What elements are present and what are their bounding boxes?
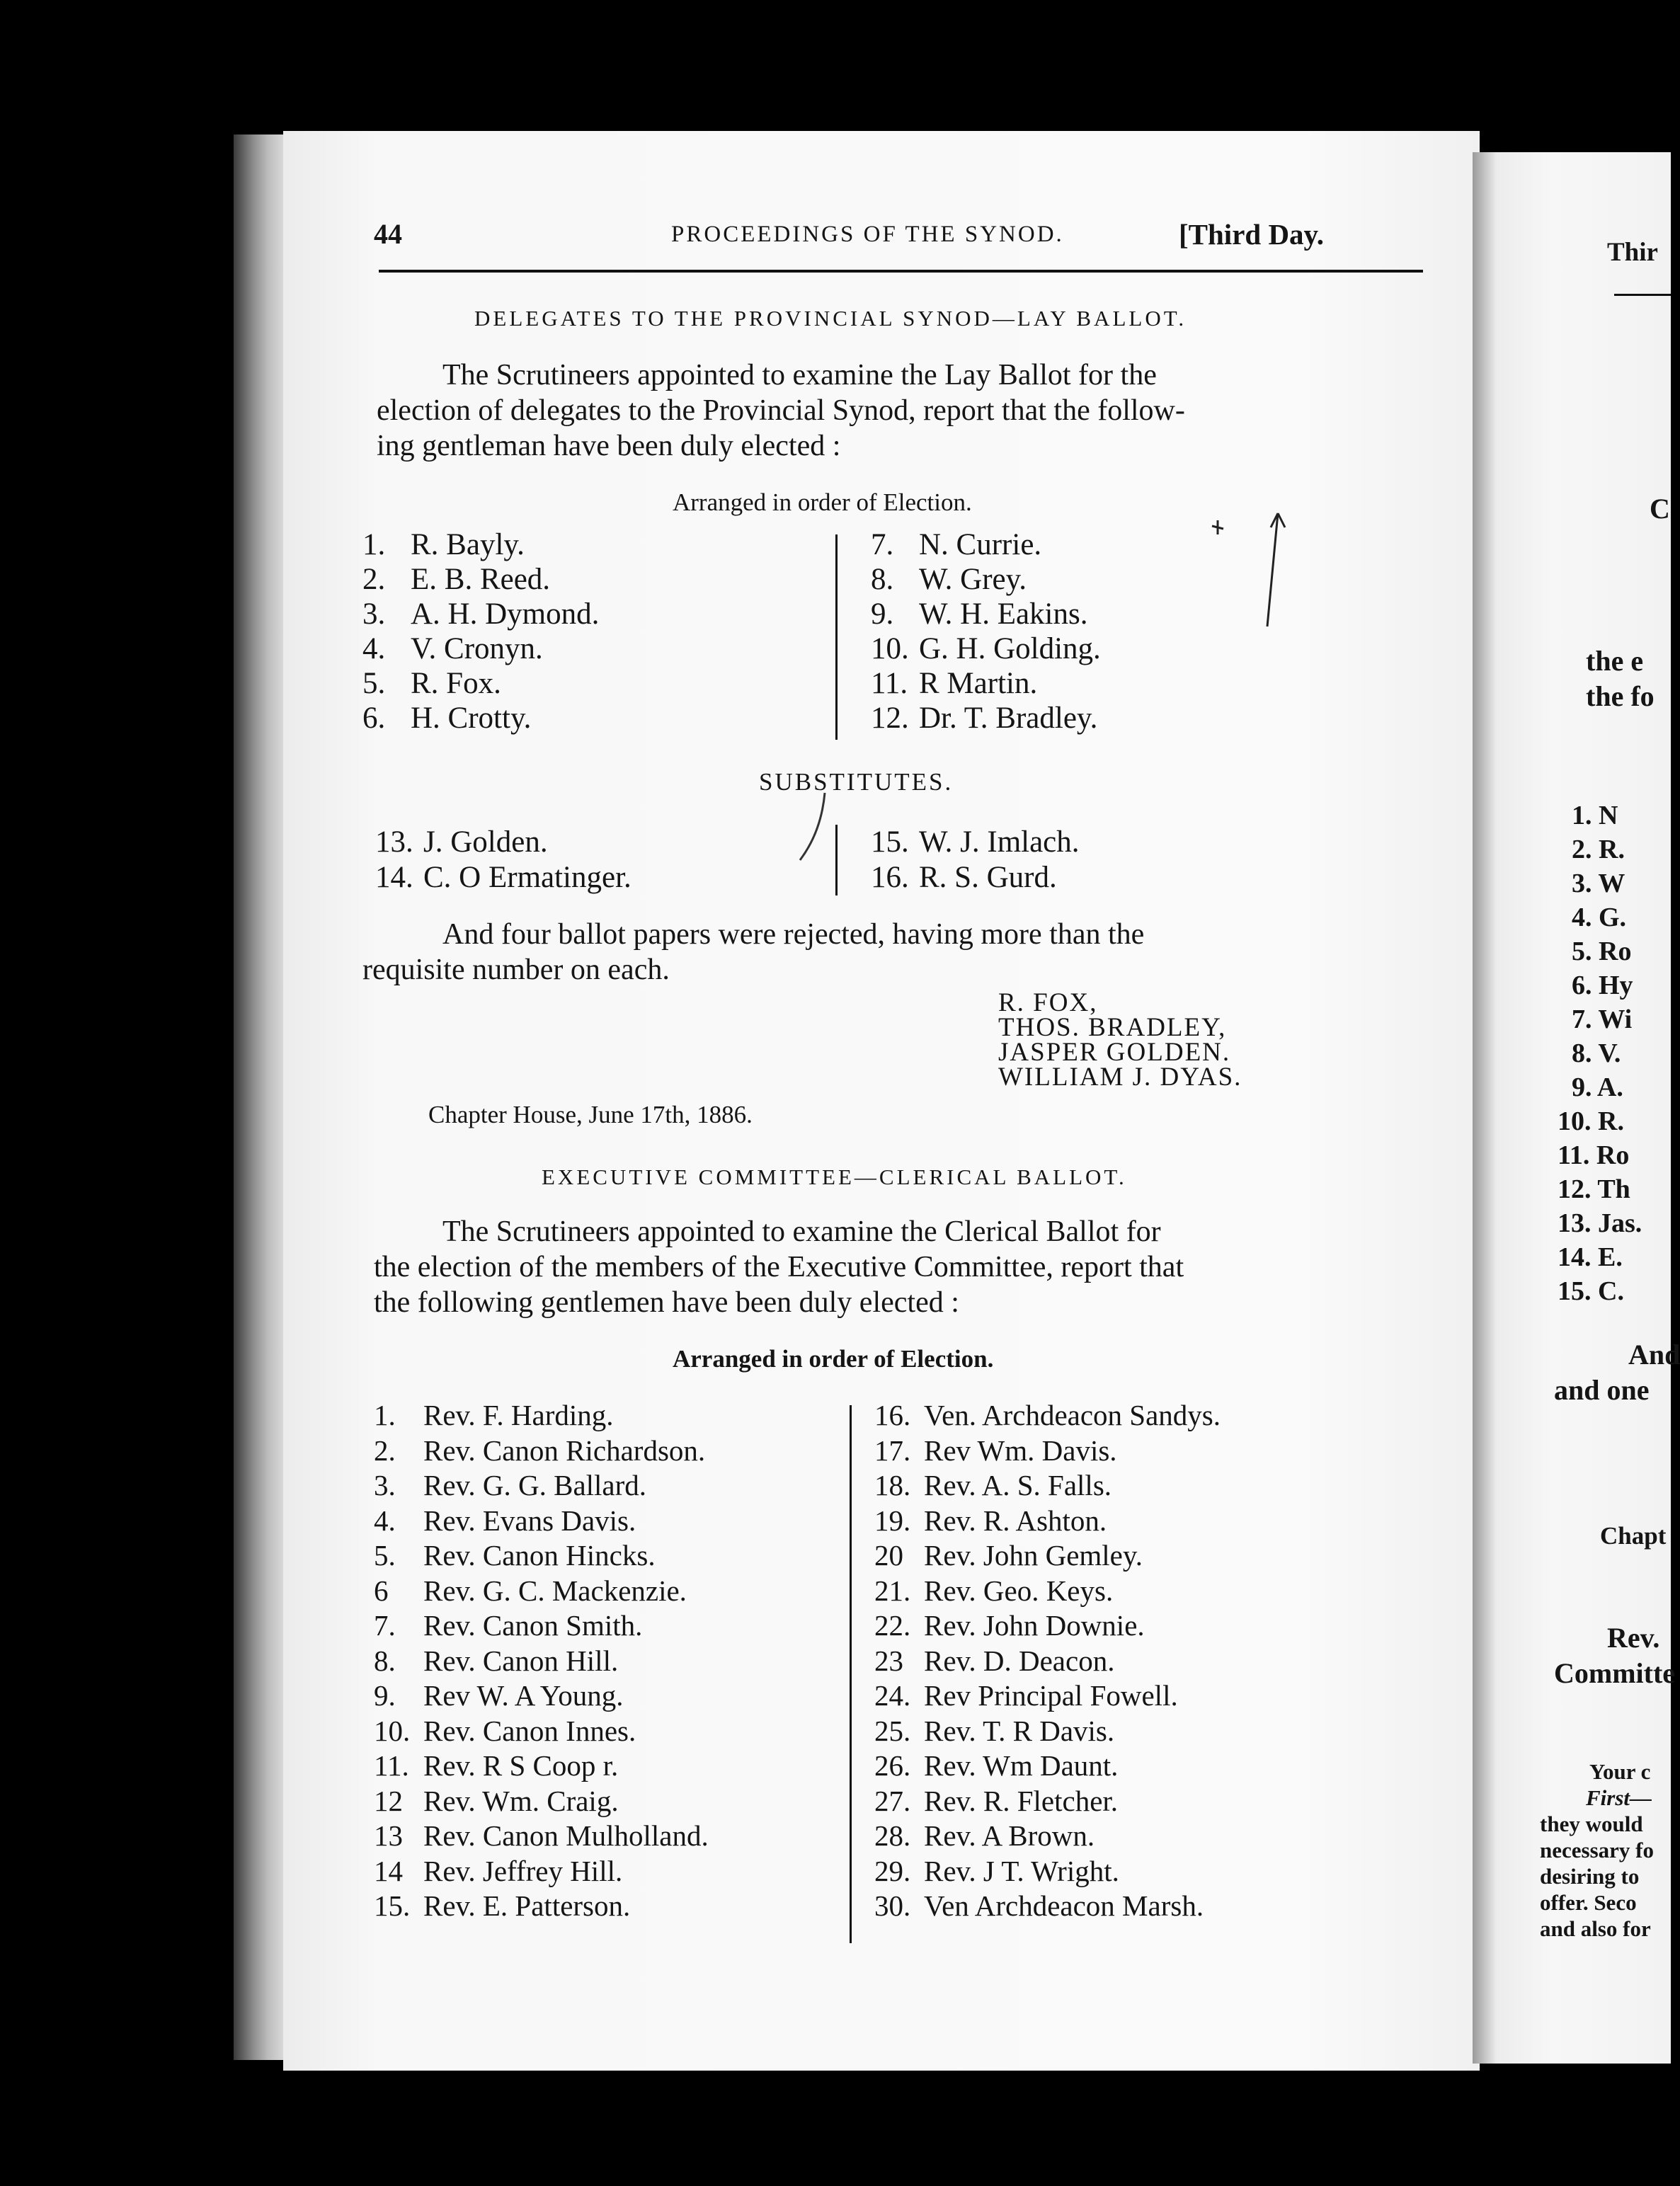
entry-number: 8. [871, 563, 894, 596]
entry-name: Rev. Canon Hincks. [423, 1539, 656, 1572]
entry-name: Rev. G. C. Mackenzie. [423, 1574, 687, 1607]
clerical-member-row [874, 1574, 1113, 1608]
pencil-arrow-mark [1196, 499, 1303, 641]
lay-ballot-title: DELEGATES TO THE PROVINCIAL SYNOD—LAY BALLOT. [474, 306, 1187, 331]
entry-name: Rev. F. Harding. [423, 1399, 614, 1431]
lay-delegate-row [362, 631, 543, 666]
entry-name: Rev. A. S. Falls. [924, 1469, 1112, 1501]
entry-number: 15. [871, 825, 909, 859]
entry-number: 11. [374, 1749, 409, 1782]
entry-number: 12. [871, 702, 909, 735]
entry-name: G. H. Golding. [919, 632, 1101, 665]
clerical-para-line-2: the election of the members of the Executive Committee, report that [374, 1251, 1184, 1283]
entry-number: 25. [874, 1714, 911, 1747]
entry-name: Rev. Canon Smith. [423, 1609, 643, 1642]
facing-c: C [1650, 493, 1670, 525]
facing-small-line: and also for [1540, 1916, 1651, 1941]
entry-number: 13. [375, 825, 413, 859]
clerical-member-row [374, 1468, 646, 1502]
entry-name: Rev W. A Young. [423, 1679, 624, 1712]
signature-4: WILLIAM J. DYAS. [998, 1063, 1242, 1092]
facing-list-item: 12. Th [1558, 1174, 1630, 1204]
facing-list-item: 1. N [1572, 801, 1618, 830]
facing-line-a1: the e [1586, 645, 1644, 677]
lay-delegate-row [871, 701, 1097, 736]
entry-name: H. Crotty. [411, 702, 532, 735]
clerical-member-row [874, 1819, 1095, 1853]
clerical-order-heading: Arranged in order of Election. [673, 1345, 994, 1373]
clerical-member-row [874, 1784, 1118, 1818]
clerical-para-line-3: the following gentlemen have been duly elected : [374, 1286, 959, 1319]
entry-number: 9. [871, 597, 894, 631]
entry-name: W. H. Eakins. [919, 597, 1088, 631]
rejected-line-2: requisite number on each. [362, 954, 670, 986]
entry-name: R. S. Gurd. [919, 861, 1057, 894]
entry-name: V. Cronyn. [411, 632, 543, 665]
entry-number: 30. [874, 1889, 911, 1922]
entry-number: 2. [362, 563, 386, 596]
entry-number: 7. [871, 528, 894, 561]
entry-number: 16. [874, 1399, 911, 1431]
entry-number: 24. [874, 1679, 911, 1712]
entry-number: 29. [874, 1854, 911, 1887]
entry-name: Rev. Jeffrey Hill. [423, 1854, 623, 1887]
lay-delegate-row [871, 527, 1041, 562]
signature-2: THOS. BRADLEY, [998, 1013, 1227, 1042]
facing-list-item: 5. Ro [1572, 937, 1632, 966]
entry-name: Rev. John Gemley. [924, 1539, 1143, 1572]
entry-number: 10. [374, 1714, 411, 1747]
entry-name: Dr. T. Bradley. [919, 702, 1098, 735]
entry-name: E. B. Reed. [411, 563, 551, 596]
entry-name: Rev. A Brown. [924, 1819, 1095, 1852]
entry-name: R. Fox. [411, 667, 501, 700]
clerical-member-row [874, 1889, 1204, 1923]
clerical-member-row [374, 1398, 614, 1432]
page-right-partial [1473, 152, 1680, 2064]
entry-name: Rev. G. G. Ballard. [423, 1469, 647, 1501]
entry-name: Rev. J T. Wright. [924, 1854, 1119, 1887]
entry-number: 3. [362, 597, 386, 631]
entry-number: 4. [374, 1504, 396, 1537]
entry-number: 13 [374, 1819, 403, 1852]
facing-small-line: First— [1586, 1785, 1652, 1810]
entry-number: 9. [374, 1679, 396, 1712]
facing-list-item: 9. A. [1572, 1072, 1623, 1102]
entry-name: Rev. Wm Daunt. [924, 1749, 1119, 1782]
facing-list-item: 13. Jas. [1558, 1208, 1642, 1238]
entry-number: 21. [874, 1574, 911, 1607]
clerical-member-row [374, 1644, 618, 1678]
lay-delegate-row [362, 527, 525, 562]
clerical-member-row [374, 1784, 619, 1818]
lay-column-divider [835, 534, 838, 740]
facing-rule [1614, 294, 1671, 296]
facing-list-item: 7. Wi [1572, 1005, 1633, 1034]
rejected-line-1: And four ballot papers were rejected, having more than the [442, 918, 1145, 951]
clerical-member-row [874, 1678, 1178, 1712]
clerical-para-line-1: The Scrutineers appointed to examine the Clerical Ballot for [442, 1215, 1161, 1248]
facing-line-a2: the fo [1586, 680, 1655, 712]
entry-name: N. Currie. [919, 528, 1042, 561]
clerical-member-row [374, 1714, 636, 1748]
clerical-member-row [874, 1644, 1114, 1678]
running-title: PROCEEDINGS OF THE SYNOD. [671, 222, 1064, 247]
entry-name: W. Grey. [919, 563, 1027, 596]
facing-small-line: they would [1540, 1812, 1643, 1836]
entry-name: R Martin. [919, 667, 1038, 700]
entry-name: Rev. John Downie. [924, 1609, 1145, 1642]
lay-delegate-row [871, 597, 1087, 631]
facing-list-item: 3. W [1572, 869, 1625, 898]
clerical-ballot-title: EXECUTIVE COMMITTEE—CLERICAL BALLOT. [542, 1164, 1127, 1189]
lay-para-line-2: election of delegates to the Provincial Synod, report that the follow- [377, 394, 1185, 427]
clerical-member-row [874, 1714, 1114, 1748]
facing-rev: Rev. [1607, 1622, 1660, 1654]
entry-name: A. H. Dymond. [411, 597, 600, 631]
lay-delegate-row [871, 562, 1027, 597]
clerical-column-divider [850, 1405, 852, 1943]
entry-number: 6 [374, 1574, 389, 1607]
facing-header: Thir [1607, 238, 1658, 267]
entry-number: 22. [874, 1609, 911, 1642]
facing-list-item: 14. E. [1558, 1242, 1623, 1272]
book-spine [234, 135, 283, 2060]
facing-list-item: 6. Hy [1572, 971, 1633, 1000]
entry-number: 15. [374, 1889, 411, 1922]
clerical-member-row [374, 1889, 630, 1923]
lay-delegate-row [362, 562, 550, 597]
entry-name: Rev Principal Fowell. [924, 1679, 1178, 1712]
signature-3: JASPER GOLDEN. [998, 1038, 1231, 1067]
lay-delegate-row [362, 701, 531, 736]
entry-number: 5. [362, 667, 386, 700]
entry-number: 27. [874, 1784, 911, 1817]
facing-list-item: 4. G. [1572, 903, 1627, 932]
entry-name: Rev. Canon Innes. [423, 1714, 636, 1747]
lay-para-line-3: ing gentleman have been duly elected : [377, 430, 841, 462]
substitute-row [375, 860, 632, 895]
entry-number: 16. [871, 861, 909, 894]
clerical-member-row [374, 1608, 642, 1642]
day-heading: [Third Day. [1179, 218, 1325, 251]
clerical-member-row [374, 1574, 687, 1608]
entry-number: 23 [874, 1644, 903, 1677]
facing-list-item: 2. R. [1572, 835, 1625, 864]
substitute-row [375, 825, 548, 859]
entry-name: J. Golden. [423, 825, 548, 859]
entry-number: 12 [374, 1784, 403, 1817]
entry-name: Rev. Canon Hill. [423, 1644, 619, 1677]
clerical-member-row [874, 1608, 1145, 1642]
entry-number: 26. [874, 1749, 911, 1782]
pencil-stroke-mark [793, 789, 835, 867]
entry-name: Rev. Canon Richardson. [423, 1434, 706, 1467]
entry-number: 20 [874, 1539, 903, 1572]
lay-delegate-row [871, 631, 1101, 666]
lay-delegate-row [362, 666, 501, 701]
entry-number: 11. [871, 667, 908, 700]
entry-name: Ven Archdeacon Marsh. [924, 1889, 1204, 1922]
clerical-member-row [374, 1678, 624, 1712]
entry-name: Rev. R. Fletcher. [924, 1784, 1119, 1817]
entry-name: Rev. D. Deacon. [924, 1644, 1115, 1677]
entry-number: 28. [874, 1819, 911, 1852]
header-rule [379, 270, 1423, 273]
entry-number: 3. [374, 1469, 396, 1501]
facing-small-line: necessary fo [1540, 1838, 1654, 1862]
entry-number: 14 [374, 1854, 403, 1887]
signature-1: R. FOX, [998, 988, 1098, 1017]
entry-number: 7. [374, 1609, 396, 1642]
clerical-member-row [874, 1504, 1107, 1538]
entry-name: Rev. Wm. Craig. [423, 1784, 619, 1817]
entry-number: 1. [374, 1399, 396, 1431]
entry-number: 17. [874, 1434, 911, 1467]
entry-number: 14. [375, 861, 413, 894]
entry-name: Rev. E. Patterson. [423, 1889, 631, 1922]
substitutes-heading: SUBSTITUTES. [759, 768, 954, 796]
clerical-member-row [874, 1398, 1221, 1432]
entry-number: 5. [374, 1539, 396, 1572]
clerical-member-row [374, 1504, 636, 1538]
lay-para-line-1: The Scrutineers appointed to examine the Lay Ballot for the [442, 359, 1157, 391]
entry-name: R. Bayly. [411, 528, 525, 561]
entry-name: Rev. Geo. Keys. [924, 1574, 1114, 1607]
clerical-member-row [374, 1819, 709, 1853]
clerical-member-row [874, 1749, 1118, 1782]
entry-name: Ven. Archdeacon Sandys. [924, 1399, 1221, 1431]
facing-line-b2: and one [1554, 1374, 1650, 1406]
entry-number: 1. [362, 528, 386, 561]
clerical-member-row [874, 1468, 1112, 1502]
date-line: Chapter House, June 17th, 1886. [428, 1101, 753, 1128]
entry-number: 10. [871, 632, 909, 665]
facing-line-b1: And [1628, 1339, 1680, 1370]
lay-delegate-row [871, 666, 1037, 701]
clerical-member-row [374, 1749, 618, 1782]
facing-committee: Committe [1554, 1657, 1676, 1689]
substitute-row [871, 860, 1057, 895]
entry-number: 8. [374, 1644, 396, 1677]
clerical-member-row [374, 1854, 622, 1888]
facing-small-line: desiring to [1540, 1864, 1640, 1889]
page-left [283, 131, 1480, 2071]
facing-chap: Chapt [1600, 1522, 1667, 1550]
clerical-member-row [874, 1434, 1117, 1467]
substitutes-column-divider [835, 825, 838, 895]
entry-name: Rev. Evans Davis. [423, 1504, 636, 1537]
clerical-member-row [874, 1854, 1119, 1888]
lay-order-heading: Arranged in order of Election. [673, 488, 972, 516]
entry-number: 18. [874, 1469, 911, 1501]
entry-name: Rev Wm. Davis. [924, 1434, 1117, 1467]
clerical-member-row [374, 1434, 705, 1467]
entry-number: 2. [374, 1434, 396, 1467]
facing-small-line: Your c [1589, 1759, 1651, 1784]
entry-number: 4. [362, 632, 386, 665]
entry-name: W. J. Imlach. [919, 825, 1080, 859]
page-number: 44 [374, 218, 402, 250]
entry-name: Rev. R S Coop r. [423, 1749, 619, 1782]
entry-number: 6. [362, 702, 386, 735]
entry-name: Rev. T. R Davis. [924, 1714, 1115, 1747]
facing-list-item: 10. R. [1558, 1106, 1624, 1136]
facing-list-item: 11. Ro [1558, 1140, 1630, 1170]
entry-name: C. O Ermatinger. [423, 861, 632, 894]
clerical-member-row [374, 1538, 656, 1572]
facing-list-item: 8. V. [1572, 1038, 1621, 1068]
facing-small-line: offer. Seco [1540, 1890, 1637, 1915]
clerical-member-row [874, 1538, 1143, 1572]
substitute-row [871, 825, 1080, 859]
entry-name: Rev. R. Ashton. [924, 1504, 1107, 1537]
facing-list-item: 15. C. [1558, 1276, 1624, 1306]
entry-name: Rev. Canon Mulholland. [423, 1819, 709, 1852]
lay-delegate-row [362, 597, 599, 631]
entry-number: 19. [874, 1504, 911, 1537]
